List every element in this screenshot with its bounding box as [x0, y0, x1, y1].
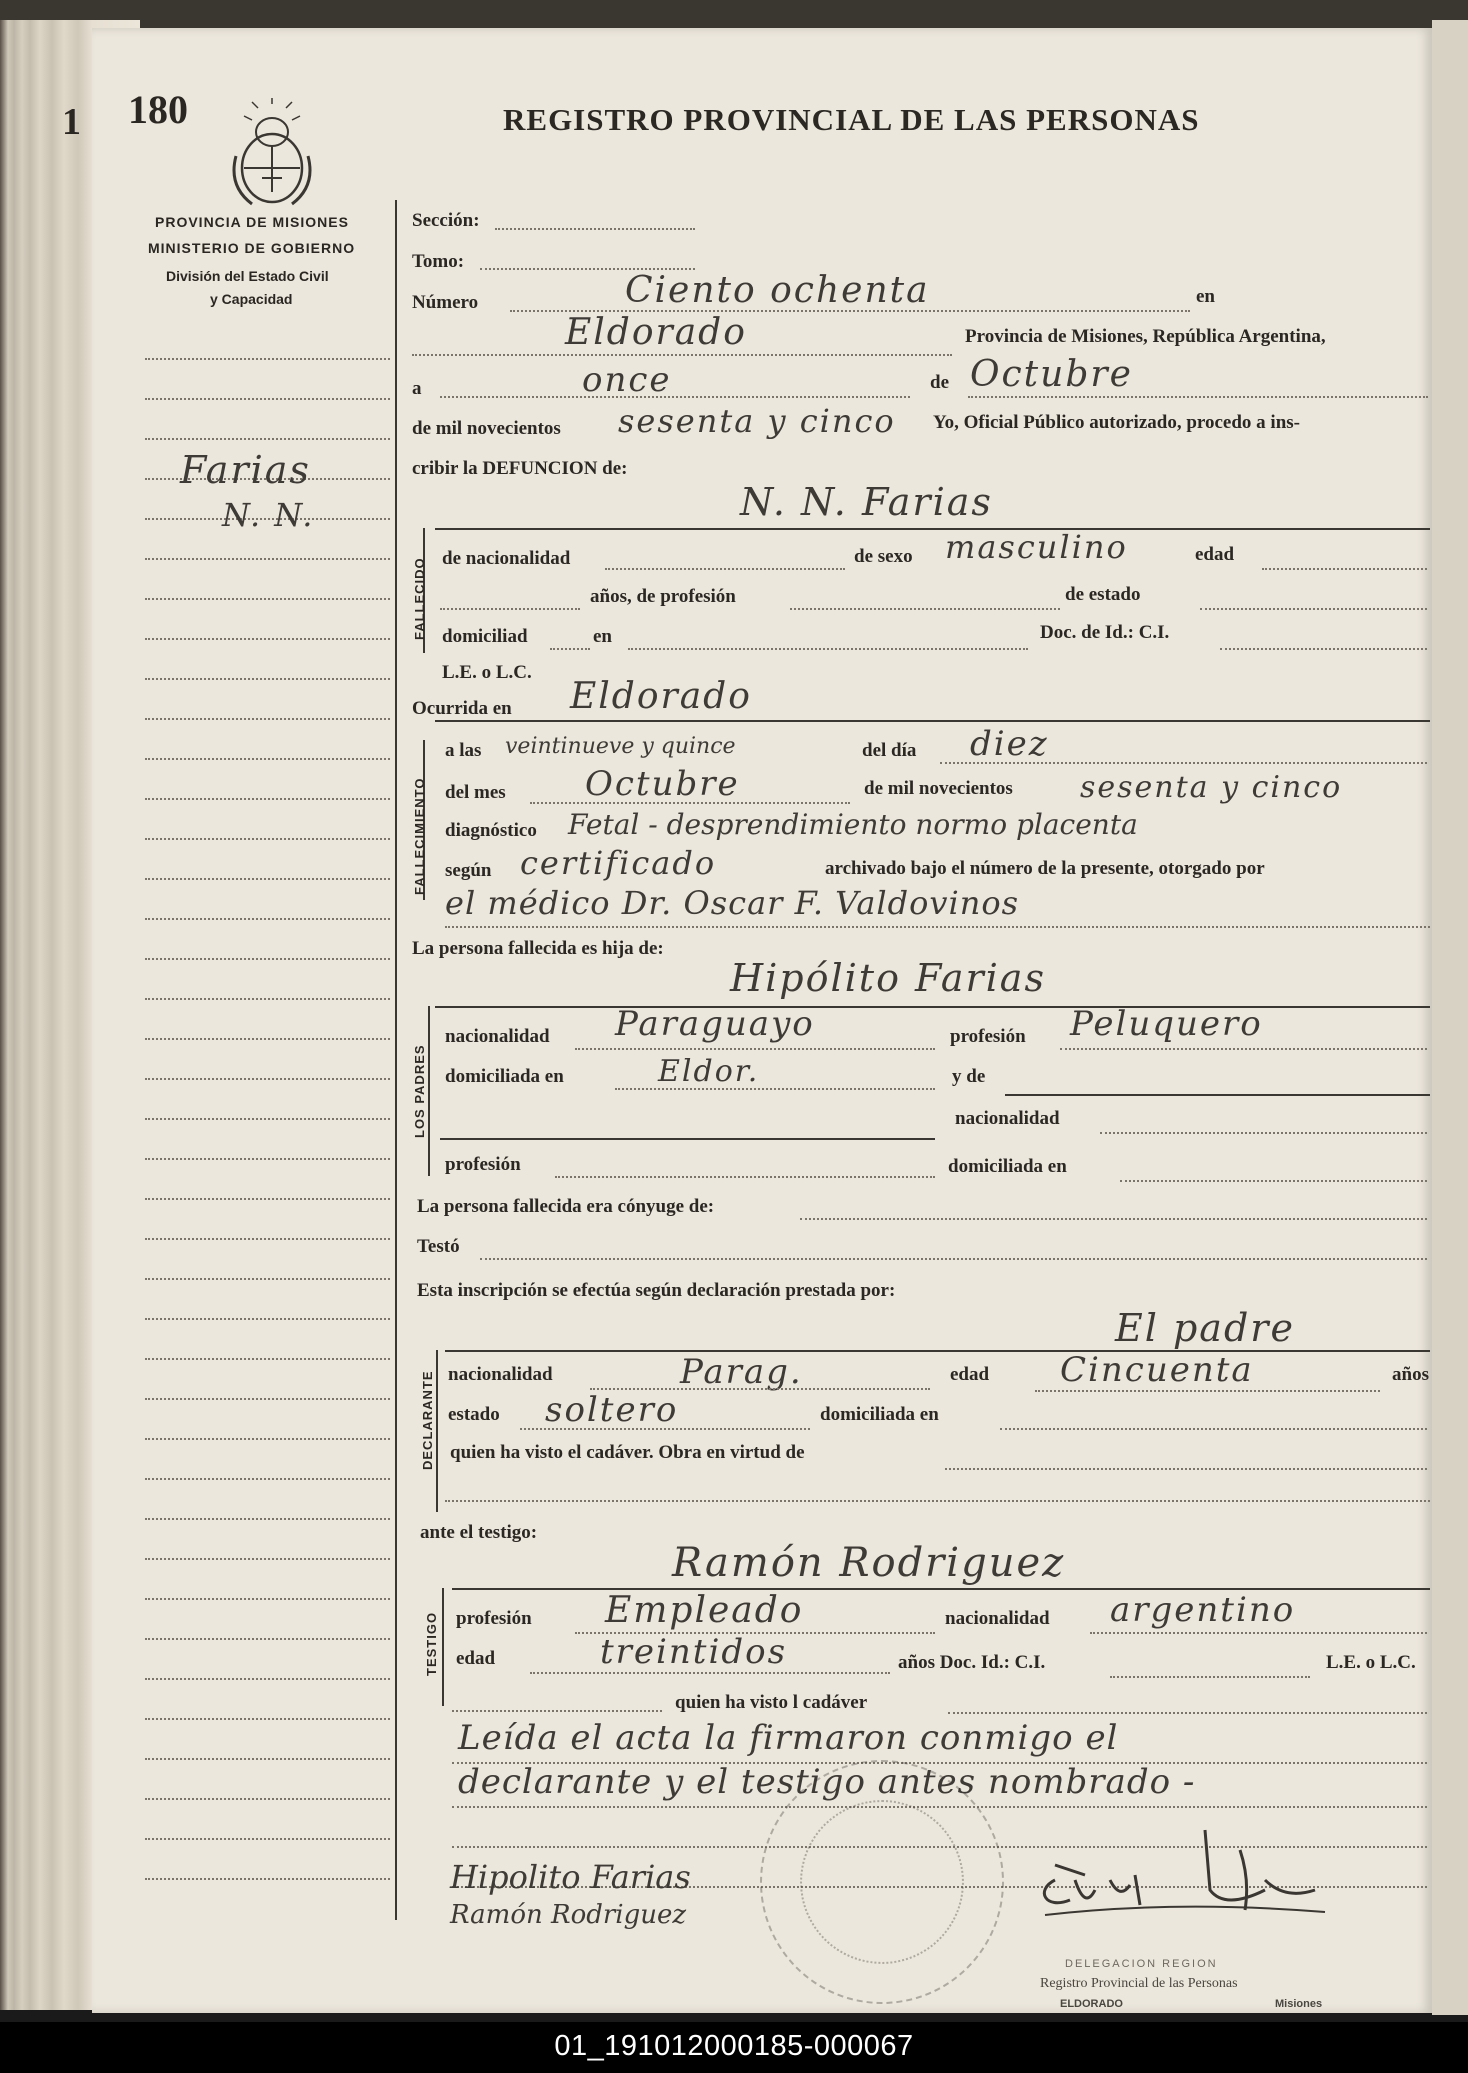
label-numero: Número [412, 292, 479, 313]
margin-rule [145, 1238, 390, 1240]
label-decl-domiciliada: domiciliada en [820, 1404, 939, 1425]
margin-rule [145, 1518, 390, 1520]
margin-rule [145, 1158, 390, 1160]
label-tomo: Tomo: [412, 251, 465, 272]
line-dia [440, 396, 910, 398]
label-de-mil: de mil novecientos [412, 418, 561, 439]
margin-rule [145, 1598, 390, 1600]
label-y-de: y de [952, 1066, 986, 1087]
margin-rule [145, 838, 390, 840]
footer-filename: 01_191012000185-000067 [554, 2030, 914, 2062]
label-nacionalidad: nacionalidad [445, 1026, 550, 1047]
closing-line-1: Leída el acta la firmaron conmigo el [458, 1718, 1119, 1758]
margin-rule [145, 958, 390, 960]
label-de-nacionalidad: de nacionalidad [442, 548, 571, 569]
line-anos [440, 608, 580, 610]
label-de-mil-nov: de mil novecientos [864, 778, 1013, 799]
stamp-line-1: DELEGACION REGION [1065, 1958, 1218, 1970]
line-madre-nac [1100, 1132, 1427, 1134]
value-dia: once [582, 360, 672, 400]
section-label-fallecimiento: FALLECIMIENTO [412, 777, 427, 895]
value-mes-fall: Octubre [585, 764, 740, 804]
line-conyuge [800, 1218, 1427, 1220]
section-label-fallecido: FALLECIDO [412, 557, 427, 640]
org-line-2: MINISTERIO DE GOBIERNO [148, 240, 356, 256]
label-edad: edad [1195, 544, 1235, 565]
rule-fallecimiento-top [435, 720, 1430, 722]
rule-declarante-top [445, 1350, 1430, 1352]
value-dia-fall: diez [970, 724, 1049, 764]
margin-rule [145, 1758, 390, 1760]
scan-top-border [0, 0, 1468, 30]
label-nacionalidad-2: nacionalidad [955, 1108, 1060, 1129]
value-declarante: El padre [1115, 1306, 1295, 1350]
rule-declarante-bottom [445, 1500, 1430, 1502]
value-anio-fall: sesenta y cinco [1080, 770, 1343, 805]
margin-rule [145, 638, 390, 640]
label-t-edad: edad [456, 1648, 496, 1669]
value-nombre: N. N. Farias [740, 480, 993, 524]
margin-rule [145, 1358, 390, 1360]
label-segun: según [445, 860, 492, 881]
margin-rule [145, 1118, 390, 1120]
margin-rule [145, 438, 390, 440]
label-t-nacionalidad: nacionalidad [945, 1608, 1050, 1629]
label-de-estado: de estado [1065, 584, 1141, 605]
label-domiciliada-en-2: domiciliada en [948, 1156, 1067, 1177]
margin-rule [145, 1718, 390, 1720]
line-doc-id [1220, 648, 1427, 650]
label-estado: estado [448, 1404, 500, 1425]
line-profesion [790, 608, 1060, 610]
value-anio: sesenta y cinco [618, 402, 896, 440]
page-number: 180 [128, 87, 188, 132]
label-t-anos-doc: años Doc. Id.: C.I. [898, 1652, 1046, 1673]
value-decl-estado: soltero [545, 1390, 679, 1430]
label-diagnostico: diagnóstico [445, 820, 537, 841]
line-decl-edad [1035, 1390, 1380, 1392]
value-lugar: Eldorado [565, 312, 747, 353]
line-t-nac [1090, 1632, 1427, 1634]
closing-line-2: declarante y el testigo antes nombrado - [458, 1762, 1196, 1802]
stamp-line-2: Registro Provincial de las Personas [1040, 1976, 1238, 1991]
value-mes: Octubre [970, 354, 1133, 395]
line-madre-dom [1120, 1180, 1427, 1182]
label-en-dom: en [593, 626, 612, 647]
org-line-3: División del Estado Civil [166, 268, 329, 284]
line-obra [945, 1468, 1427, 1470]
line-lugar [412, 354, 952, 356]
rule-padres-top [435, 1006, 1430, 1008]
line-domiciliad [550, 648, 590, 650]
signature-testigo: Ramón Rodriguez [450, 1900, 687, 1930]
line-testo [480, 1258, 1427, 1260]
register-title: REGISTRO PROVINCIAL DE LAS PERSONAS [503, 102, 1200, 137]
margin-rule [145, 1878, 390, 1880]
label-a: a [412, 378, 422, 399]
line-nacionalidad [605, 568, 845, 570]
label-yo-oficial: Yo, Oficial Público autorizado, procedo a ins- [933, 412, 1300, 433]
label-hija-de: La persona fallecida es hija de: [412, 938, 664, 959]
signature-officer [1025, 1820, 1345, 1930]
scan-right-strip [1432, 20, 1468, 2015]
line-padre-nac [575, 1048, 935, 1050]
official-stamp-inner [800, 1800, 964, 1964]
margin-rule [145, 1198, 390, 1200]
margin-rule [145, 1038, 390, 1040]
value-decl-edad: Cincuenta [1060, 1350, 1254, 1390]
label-declaracion: Esta inscripción se efectúa según declaración prestada por: [417, 1280, 896, 1301]
margin-rule [145, 1638, 390, 1640]
line-padre-prof [1060, 1048, 1427, 1050]
value-segun: certificado [520, 844, 717, 882]
margin-rule [145, 1838, 390, 1840]
section-label-padres: LOS PADRES [412, 1044, 427, 1138]
value-hora: veintinueve y quince [505, 734, 736, 759]
margin-rule [145, 678, 390, 680]
bracket-padres [428, 1006, 430, 1176]
label-decl-edad: edad [950, 1364, 990, 1385]
line-madre-prof [555, 1176, 935, 1178]
margin-rule [145, 398, 390, 400]
line-edad [1262, 568, 1427, 570]
margin-note-nn: N. N. [222, 496, 315, 534]
label-a-las: a las [445, 740, 482, 761]
label-domiciliada-en: domiciliada en [445, 1066, 564, 1087]
value-t-profesion: Empleado [605, 1590, 804, 1631]
margin-rule [145, 798, 390, 800]
margin-rule [145, 1318, 390, 1320]
label-anos: años [1392, 1364, 1429, 1385]
label-provincia: Provincia de Misiones, República Argentina, [965, 326, 1326, 347]
rule-fallecido-top [435, 528, 1430, 530]
value-diagnostico: Fetal - desprendimiento normo placenta [568, 808, 1138, 841]
margin-rule [145, 878, 390, 880]
margin-rule [145, 918, 390, 920]
margin-rule [145, 998, 390, 1000]
line-dom-en [628, 648, 1028, 650]
value-medico: el médico Dr. Oscar F. Valdovinos [445, 884, 1020, 922]
label-conyuge: La persona fallecida era cónyuge de: [417, 1196, 715, 1217]
org-line-1: PROVINCIA DE MISIONES [155, 214, 349, 230]
stamp-line-3: ELDORADO [1060, 1998, 1123, 2010]
line-mes-fall [530, 802, 850, 804]
label-profesion: profesión [950, 1026, 1026, 1047]
stamp-line-4: Misiones [1275, 1998, 1323, 2010]
section-label-declarante: DECLARANTE [420, 1370, 435, 1470]
label-ocurrida-en: Ocurrida en [412, 698, 512, 719]
label-de: de [930, 372, 949, 393]
label-anos-profesion: años, de profesión [590, 586, 736, 607]
margin-rule [145, 1078, 390, 1080]
label-seccion: Sección: [412, 210, 480, 231]
value-sexo: masculino [945, 528, 1128, 566]
value-t-nac: argentino [1110, 1590, 1296, 1630]
value-padre-dom: Eldor. [658, 1054, 760, 1089]
margin-rule [145, 1278, 390, 1280]
label-t-le-lc: L.E. o L.C. [1326, 1652, 1416, 1673]
signature-declarante: Hipolito Farias [450, 1858, 691, 1896]
line-decl-dom [1000, 1428, 1427, 1430]
label-ante-testigo: ante el testigo: [420, 1522, 538, 1543]
label-t-profesion: profesión [456, 1608, 532, 1629]
margin-note-surname: Farias [180, 448, 311, 492]
label-de-sexo: de sexo [854, 546, 913, 567]
label-le-lc: L.E. o L.C. [442, 662, 532, 683]
label-domiciliad: domiciliad [442, 626, 528, 647]
bracket-declarante [436, 1350, 438, 1512]
margin-rule [145, 1398, 390, 1400]
section-label-testigo: TESTIGO [424, 1611, 439, 1676]
value-padre-prof: Peluquero [1070, 1004, 1263, 1044]
margin-rule [145, 1478, 390, 1480]
line-seccion [495, 228, 695, 230]
margin-rule [145, 1678, 390, 1680]
label-profesion-2: profesión [445, 1154, 521, 1175]
label-decl-nacionalidad: nacionalidad [448, 1364, 553, 1385]
margin-rule [145, 718, 390, 720]
value-t-edad: treintidos [600, 1632, 788, 1672]
bracket-testigo [442, 1588, 444, 1706]
value-padre: Hipólito Farias [730, 956, 1046, 1000]
coat-of-arms-icon [222, 96, 322, 208]
margin-rule [145, 1558, 390, 1560]
line-t-quien [452, 1710, 662, 1712]
org-line-4: y Capacidad [210, 291, 293, 307]
label-quien-visto: quien ha visto el cadáver. Obra en virtud de [450, 1442, 805, 1463]
form-divider-line [395, 200, 397, 1920]
line-mes [968, 396, 1428, 398]
label-del-mes: del mes [445, 782, 506, 803]
page-number-left: 1 [62, 101, 81, 143]
label-en: en [1196, 286, 1215, 307]
line-dia-fall [940, 762, 1427, 764]
margin-rule [145, 1798, 390, 1800]
label-testo: Testó [417, 1236, 460, 1257]
value-ocurrida: Eldorado [570, 676, 752, 717]
line-medico [445, 926, 1430, 928]
value-numero: Ciento ochenta [625, 270, 930, 311]
margin-rule [145, 1438, 390, 1440]
margin-rule [145, 558, 390, 560]
margin-rule [145, 598, 390, 600]
line-madre-extra [440, 1138, 935, 1140]
value-testigo: Ramón Rodriguez [672, 1540, 1066, 1586]
line-madre [1005, 1094, 1430, 1096]
line-decl-estado [520, 1428, 810, 1430]
value-decl-nac: Parag. [680, 1352, 803, 1392]
margin-rule [145, 358, 390, 360]
line-estado [1200, 608, 1427, 610]
margin-rule [145, 758, 390, 760]
label-t-quien-visto: quien ha visto l cadáver [675, 1692, 868, 1713]
line-t-edad [530, 1672, 890, 1674]
label-doc-id: Doc. de Id.: C.I. [1040, 622, 1170, 643]
label-cribir: cribir la DEFUNCION de: [412, 458, 628, 479]
value-padre-nac: Paraguayo [615, 1004, 815, 1044]
label-del-dia: del día [862, 740, 917, 761]
line-padre-dom [615, 1088, 935, 1090]
line-t-quien-2 [948, 1712, 1427, 1714]
line-t-doc [1110, 1676, 1310, 1678]
label-archivado: archivado bajo el número de la presente, otorgado por [825, 858, 1265, 879]
